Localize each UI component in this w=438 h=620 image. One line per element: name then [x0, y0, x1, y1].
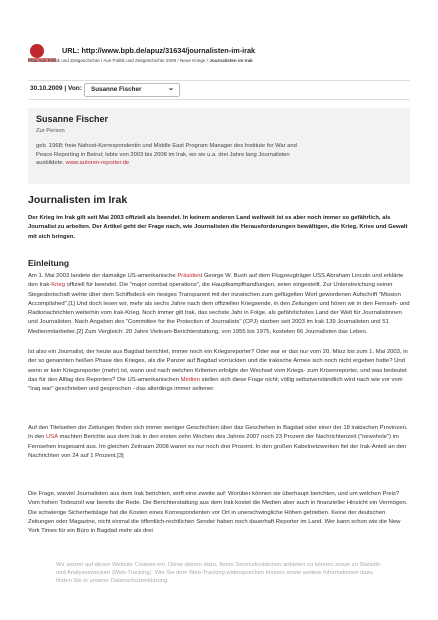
link-krieg[interactable]: Krieg: [51, 282, 66, 289]
link-praesident[interactable]: Präsident: [177, 273, 203, 279]
paragraph-text: offiziell für beendet. Die "major combat operations", die Hauptkampfhandlungen, seien eingestellt. Zur Unterstreichung seiner Siegesbotschaft wehte über dem Schiffsdeck ein riesiges Transparent mit der inzwischen zum geflügelten Wort gewordenen Aufschrift "Mission Accomplished".[1] Und doch lesen wir, mehr als sechs Jahre nach dem offiziellen Kriegsende, in den Zeitungen und hören wir in den Fernseh- und Radionachrichten weiterhin vom Irak-Krieg. Noch immer gilt Irak, das sechste Jahr in Folge, als gefährlichstes Land der Welt für Journalistinnen und Journalisten. Nach Angaben des "Committee for the Protection of Journalists" (CPJ) starben seit 2003 im Irak 139 Journalisten und 51 Medienmitarbeiter.[2] Zum Vergleich: 20 Jahre Vietnam-Berichterstattung, von 1955 bis 1975, kosteten 66 Journalisten das Leben.: [28, 282, 410, 335]
cookie-notice: [0, 557, 438, 620]
author-bio: [36, 142, 306, 168]
paragraph-3: [28, 424, 412, 461]
breadcrumb-prefix: Pfad: [28, 58, 38, 63]
article-meta: [28, 80, 410, 100]
paragraph-2: [28, 348, 412, 394]
cookie-notice-text: Wir setzen auf dieser Website Cookies ein. Diese dienen dazu, Ihnen Servicefunktionen anbieten zu können sowie zu Statistik-und Analysezwecken (Web-Tracking). Wie Sie dem Web-Tracking widersprechen können sowie weitere Informationen dazu finden Sie in unserer Datenschutzerklärung.: [56, 562, 382, 585]
section-heading: Einleitung: [28, 258, 70, 268]
author-select[interactable]: [84, 83, 180, 97]
author-name: Susanne Fischer: [36, 114, 109, 124]
page-url: URL: http://www.bpb.de/apuz/31634/journalisten-im-irak: [62, 46, 256, 55]
author-bio-text: geb. 1968; freie Nahost-Korrespondentin und Middle East Program Manager des Institute for War and Peace Reporting in Beirut; lebte von 2003 bis 2008 im Irak, wo sie u.a. drei Jahre lang Journalisten ausbildete.: [36, 143, 297, 167]
paragraph-text: George W. Bush auf dem Flugzeugträger USS Abraham Lincoln und erklärte den Irak-: [28, 273, 404, 289]
author-select-value: Susanne Fischer: [91, 86, 142, 93]
paragraph-text: Auf den Titelseiten der Zeitungen finden sich immer weniger Geschichten über das Geschehen in Bagdad oder einer der 18 irakischen Provinzen. In den: [28, 425, 408, 441]
paragraph-text: stellen sich diese Frage nicht; völlig selbstverständlich wird nach wie vor vom "Iraq war" geschrieben und gesprochen - das allerdings immer seltener.: [28, 376, 403, 393]
author-website-link[interactable]: www.autoren-reporter.de: [65, 160, 130, 167]
link-usa[interactable]: USA: [46, 434, 58, 441]
chevron-down-icon: ⌄: [168, 85, 174, 92]
breadcrumb-current: Journalisten im Irak: [209, 58, 253, 63]
link-medien[interactable]: Medien: [180, 376, 200, 383]
breadcrumb: [28, 58, 253, 63]
paragraph-4: Die Frage, wieviel Journalisten aus dem Irak berichten, wirft eine zweite auf: Worüber können sie überhaupt berichten, und um welchen Preis? Vom hohen Todeszoll war bereits die Rede. Die Berichterstattung aus dem Irak kostet die Medien aber auch in finanzieller Hinsicht ein Vermögen. Die schwierige Sicherheitslage hat die Kosten eines Korrespondenten vor Ort in unerschwingliche Höhen getrieben. Keine der deutschen Zeitungen oder Magazine, nicht einmal die öffentlich-rechtlichen Sender haben noch dauerhaft Reporter im Land. Wer kann schon wie die New York Times für ein Büro in Bagdad mehr als drei: [28, 491, 408, 535]
paragraph-1: [28, 272, 412, 337]
article-lead: Der Krieg im Irak gilt seit Mai 2003 offiziell als beendet. In keinem anderen Land weltweit ist es aber noch immer so gefährlich, als Journalist zu arbeiten. Der Artikel geht der Frage nach, wie Journalisten die Herausforderungen bewältigen, die Krieg, Krise und Gewalt mit sich bringen.: [28, 215, 408, 240]
author-info-box: [28, 108, 410, 184]
paragraph-text: Ist also ein Journalist, der heute aus Bagdad berichtet, immer noch ein Kriegsreporter? Oder war er das nur vom 20. März bis zum 1. Mai 2003, in der so genannten heißen Phase des Krieges, als die Panzer auf Bagdad vorrückten und die irakische Armee sich noch nicht ergeben hatte? Und wenn er kein Kriegsreporter (mehr) ist, wann und nach welchen Kriterien erfolgte der Wechsel vom Kriegs- zum Krisenreporter, und was bedeutet das für den Alltag des Reporters? Die US-amerikanischen: [28, 349, 408, 383]
paragraph-text: Am 1. Mai 2003 landete der damalige US-amerikanische: [28, 273, 178, 279]
paragraph-text: machten Berichte aus dem Irak in den ersten zehn Wochen des Jahres 2007 noch 23 Prozent der Nachrichtenzeit ("newshole") im Fernsehen insgesamt aus. Im gleichen Zeitraum 2008 waren es nur noch drei Prozent. In den großen Kabelnetzwerken fiel der Irak-Anteil an den Nachrichten von 24 auf 1 Prozent.[3]: [28, 434, 407, 459]
breadcrumb-path[interactable]: Aus Politik und Zeitgeschichte / Aus Politik und Zeitgeschichte 2009 / Neue Kriege /: [38, 58, 209, 63]
author-role: Zur Person: [36, 128, 65, 134]
publication-date: 30.10.2009 | Von:: [30, 85, 82, 92]
article-title: Journalisten im Irak: [28, 194, 128, 206]
